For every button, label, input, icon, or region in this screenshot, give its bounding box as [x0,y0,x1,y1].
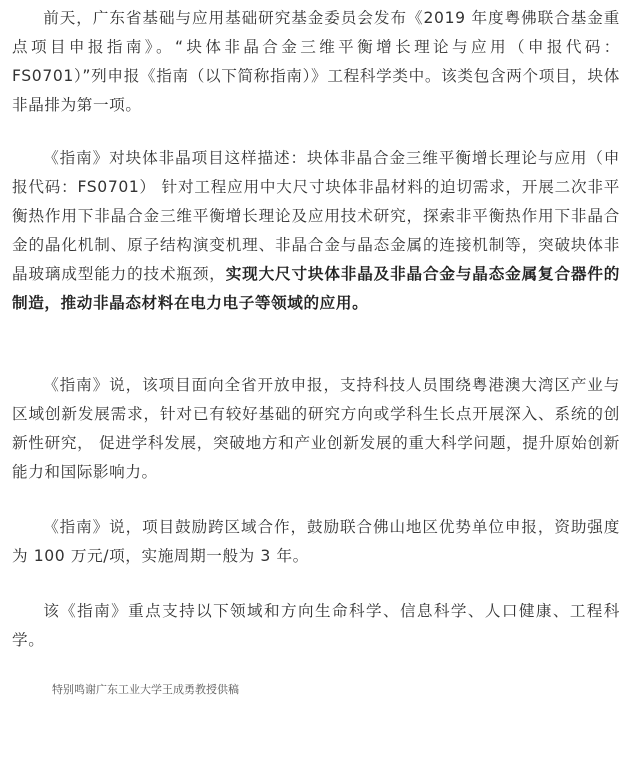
paragraph-project-description [12,144,620,318]
paragraph-announcement: 前天，广东省基础与应用基础研究基金委员会发布《2019 年度粤佛联合基金重点项目申报指南》。“块体非晶合金三维平衡增长理论与应用（申报代码：FS0701）”列申报《指南（以下简称指南）》工程科学类中。该类包含两个项目，块体非晶排为第一项。 [12,9,620,114]
paragraph-open-application: 《指南》说，该项目面向全省开放申报，支持科技人员围绕粤港澳大湾区产业与区域创新发展需求，针对已有较好基础的研究方向或学科生长点开展深入、系统的创新性研究， 促进学科发展，突破地方和产业创新发展的重大科学问题，提升原始创新能力和国际影响力。 [12,376,620,481]
project-description-text: 《指南》对块体非晶项目这样描述：块体非晶合金三维平衡增长理论与应用（申报代码：FS0701） 针对工程应用中大尺寸块体非晶材料的迫切需求，开展二次非平衡热作用下非晶合金三维平衡增长理论及应用技术研究，探索非平衡热作用下非晶合金的晶化机制、原子结构演变机理、非晶合金与晶态金属的连接机制等，突破块体非晶玻璃成型能力的技术瓶颈， [12,149,620,283]
paragraph-funding: 《指南》说，项目鼓励跨区域合作，鼓励联合佛山地区优势单位申报，资助强度为 100 万元/项，实施周期一般为 3 年。 [12,518,620,565]
credit-note: 特别鸣谢广东工业大学王成勇教授供稿 [52,683,239,696]
paragraph-support-areas: 该《指南》重点支持以下领域和方向生命科学、信息科学、人口健康、工程科学。 [12,602,620,649]
project-description-emphasis: 实现大尺寸块体非晶及非晶合金与晶态金属复合器件的制造，推动非晶态材料在电力电子等领域的应用。 [12,265,620,312]
